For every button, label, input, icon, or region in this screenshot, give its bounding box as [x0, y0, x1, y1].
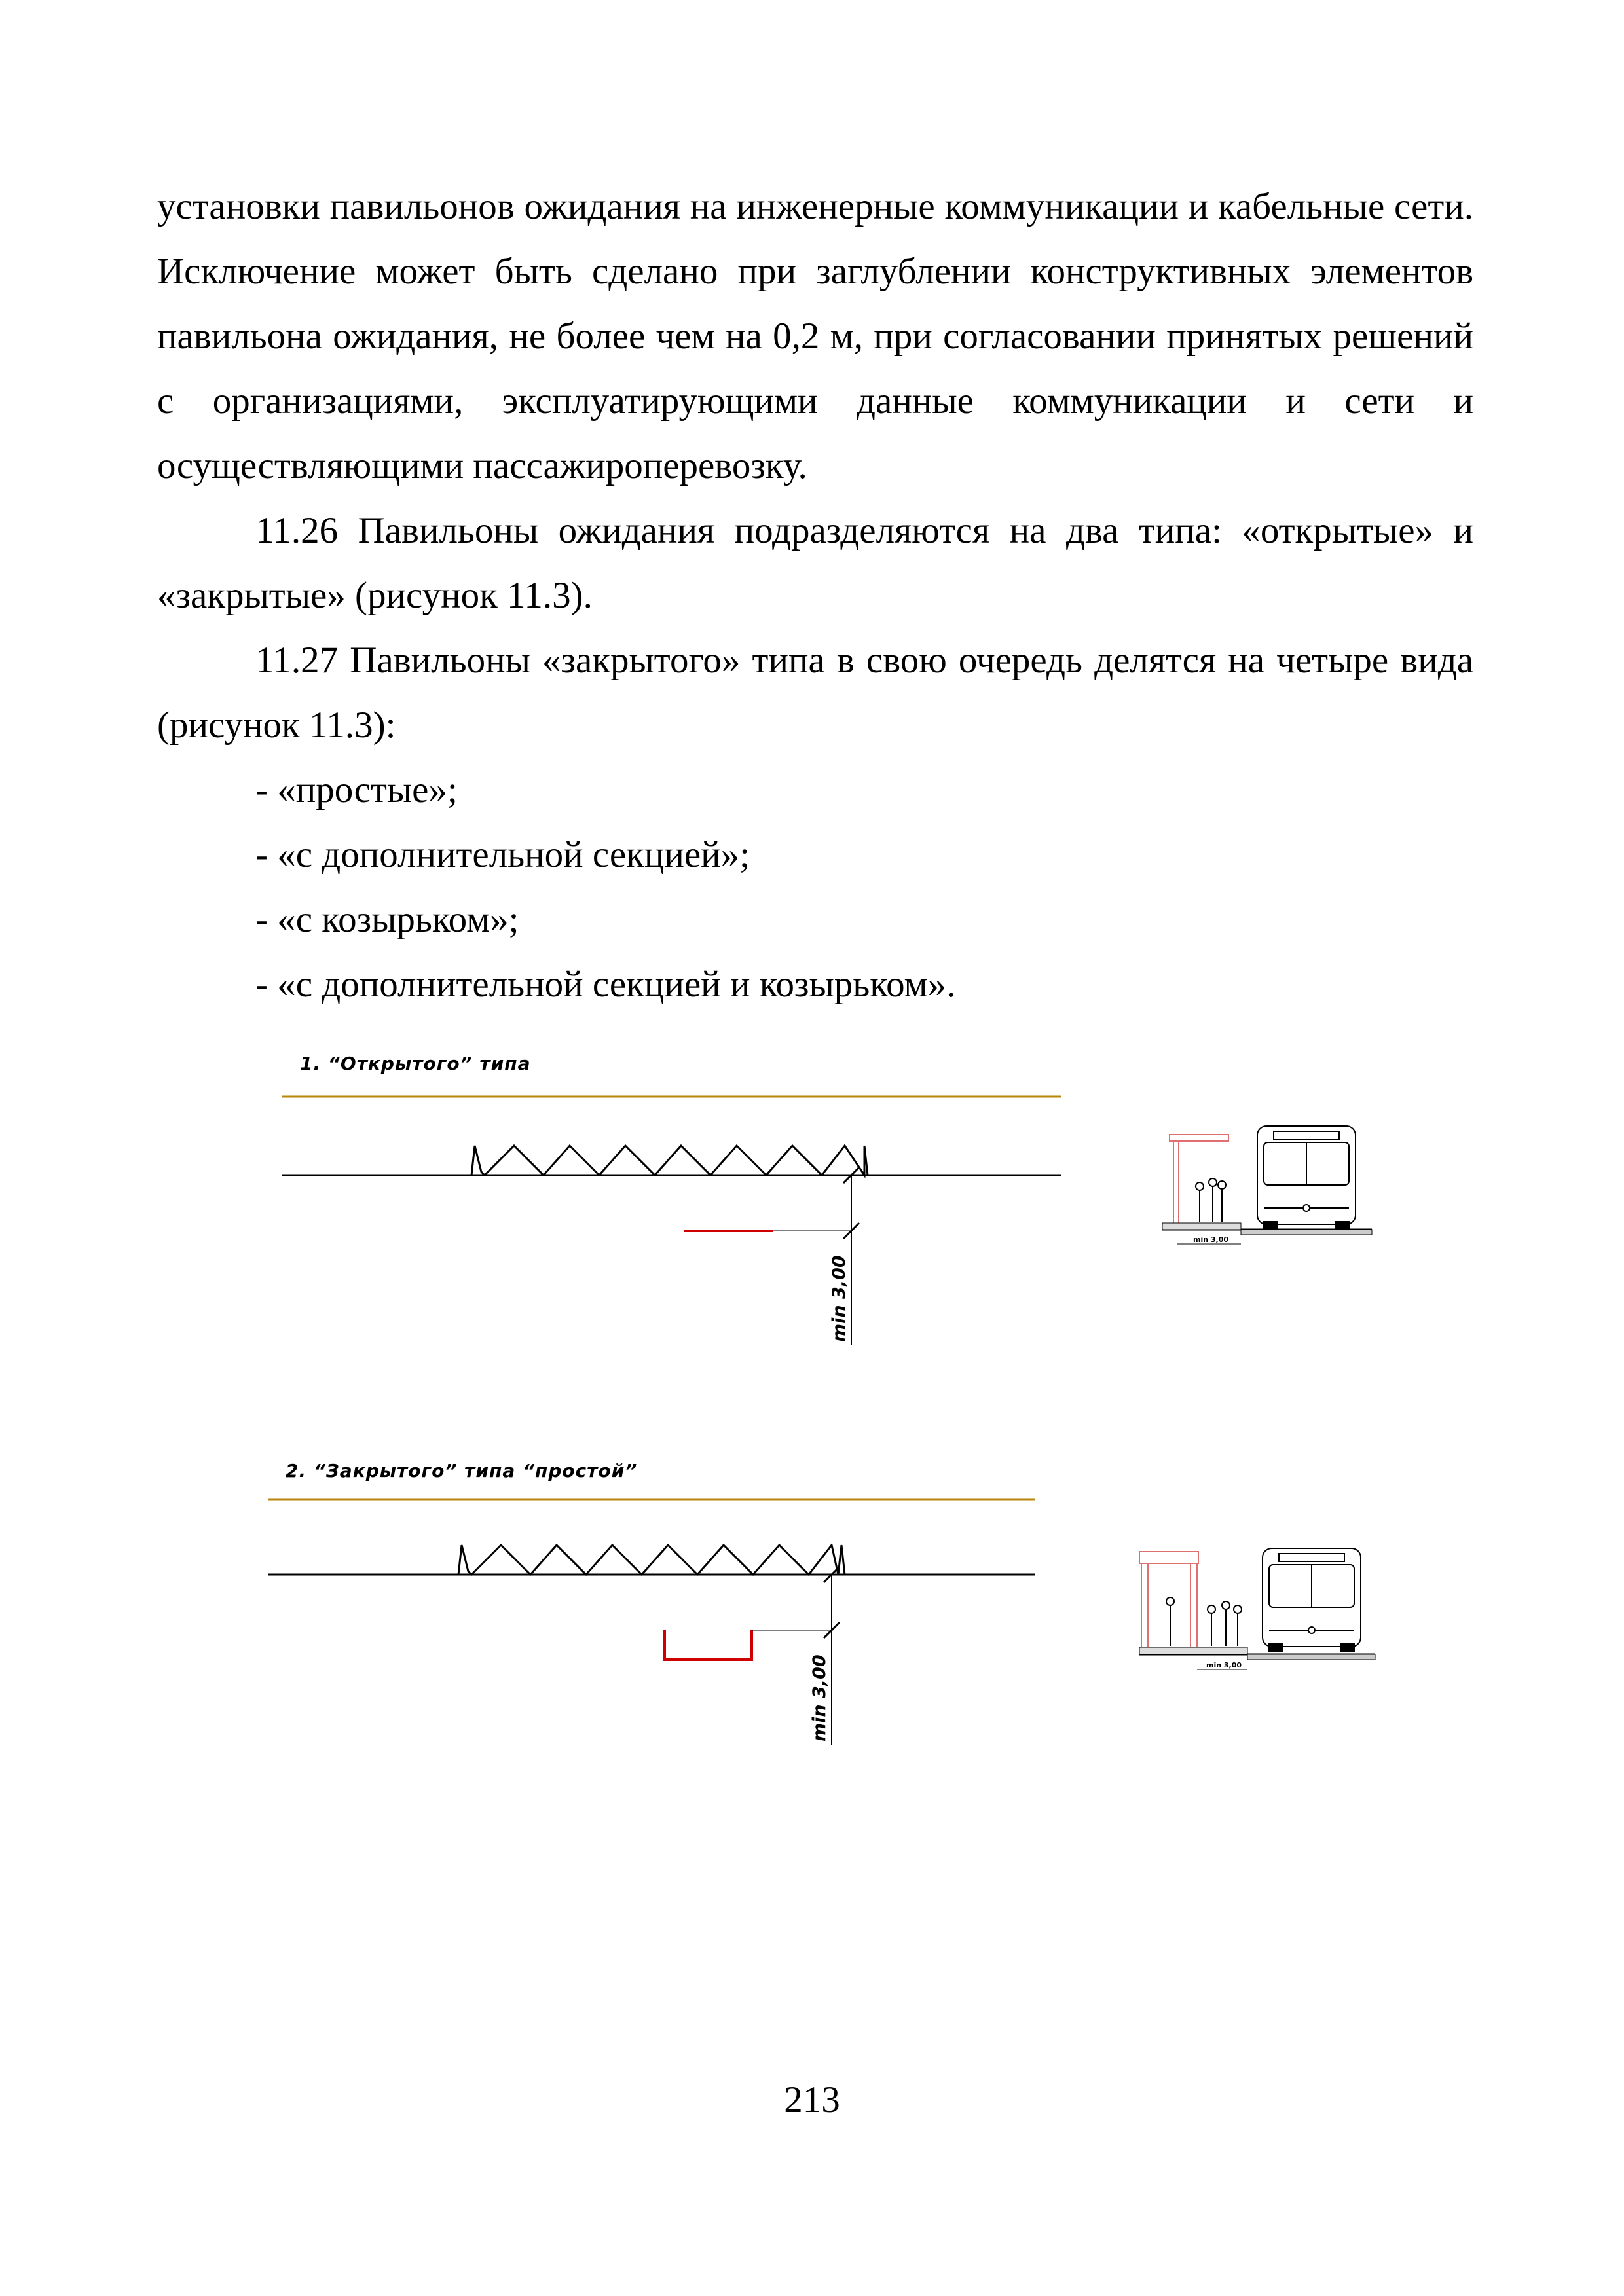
figure-1-bus-bays — [471, 1146, 868, 1175]
list-item-simple: - «простые»; — [255, 769, 458, 811]
figure-2-elevation-wall-right — [1190, 1563, 1197, 1647]
figure-2-title: 2. “Закрытого” типа “простой” — [286, 1460, 638, 1482]
figure-1-elevation-canopy — [1170, 1135, 1228, 1141]
figure-2-elevation — [1139, 1548, 1375, 1669]
figure-2-elevation-platform — [1139, 1647, 1247, 1654]
paragraph-11-26: 11.26 Павильоны ожидания подразделяются на два типа: «открытые» и «закрытые» (рисунок 11.3). — [157, 510, 1473, 616]
paragraph-11-27: 11.27 Павильоны «закрытого» типа в свою очередь делятся на четыре вида (рисунок 11.3): — [157, 640, 1473, 746]
figure-1-elevation-platform — [1162, 1223, 1241, 1230]
figure-2-passengers — [1166, 1597, 1242, 1646]
figure-1-bus — [1257, 1126, 1356, 1230]
figure-1-elevation-post — [1173, 1141, 1179, 1226]
figure-2-plan — [268, 1499, 1035, 1745]
figure-1-elevation-road — [1241, 1230, 1372, 1235]
figure-2-elevation-roof — [1139, 1552, 1198, 1563]
figure-2-elevation-road — [1247, 1654, 1375, 1660]
figure-1-elevation — [1162, 1126, 1372, 1244]
list-item-canopy: - «с козырьком»; — [255, 899, 519, 940]
list-item-extra-section: - «с дополнительной секцией»; — [255, 834, 750, 875]
paragraph-1: установки павильонов ожидания на инженерные коммуникации и кабельные сети. Исключение может быть сделано при заглублении конструктивных элементов павильона ожидания, не более чем на 0,2 м, при согласовании принятых решений с организациями, эксплуатирующими данные коммуникации и сети и осуществляющими пассажироперевозку. — [157, 186, 1473, 486]
figure-2-pavilion — [665, 1630, 752, 1660]
figure-1-elevation-dimension-label: min 3,00 — [1193, 1235, 1229, 1244]
figure-2-bus — [1263, 1548, 1361, 1652]
page-number: 213 — [784, 2079, 840, 2121]
figure-1-dimension-label: min 3,00 — [829, 1255, 849, 1342]
figure-2-bus-bays — [458, 1545, 845, 1575]
figure-2-elevation-dimension-label: min 3,00 — [1206, 1661, 1242, 1669]
list-item-extra-section-canopy: - «с дополнительной секцией и козырьком». — [255, 964, 956, 1005]
figure-2-dimension-label: min 3,00 — [809, 1654, 830, 1741]
figure-1-title: 1. “Открытого” типа — [300, 1053, 531, 1074]
figure-2-elevation-wall-left — [1141, 1563, 1148, 1647]
figure-1-passengers — [1196, 1178, 1226, 1222]
figure-1-plan — [282, 1097, 1061, 1345]
